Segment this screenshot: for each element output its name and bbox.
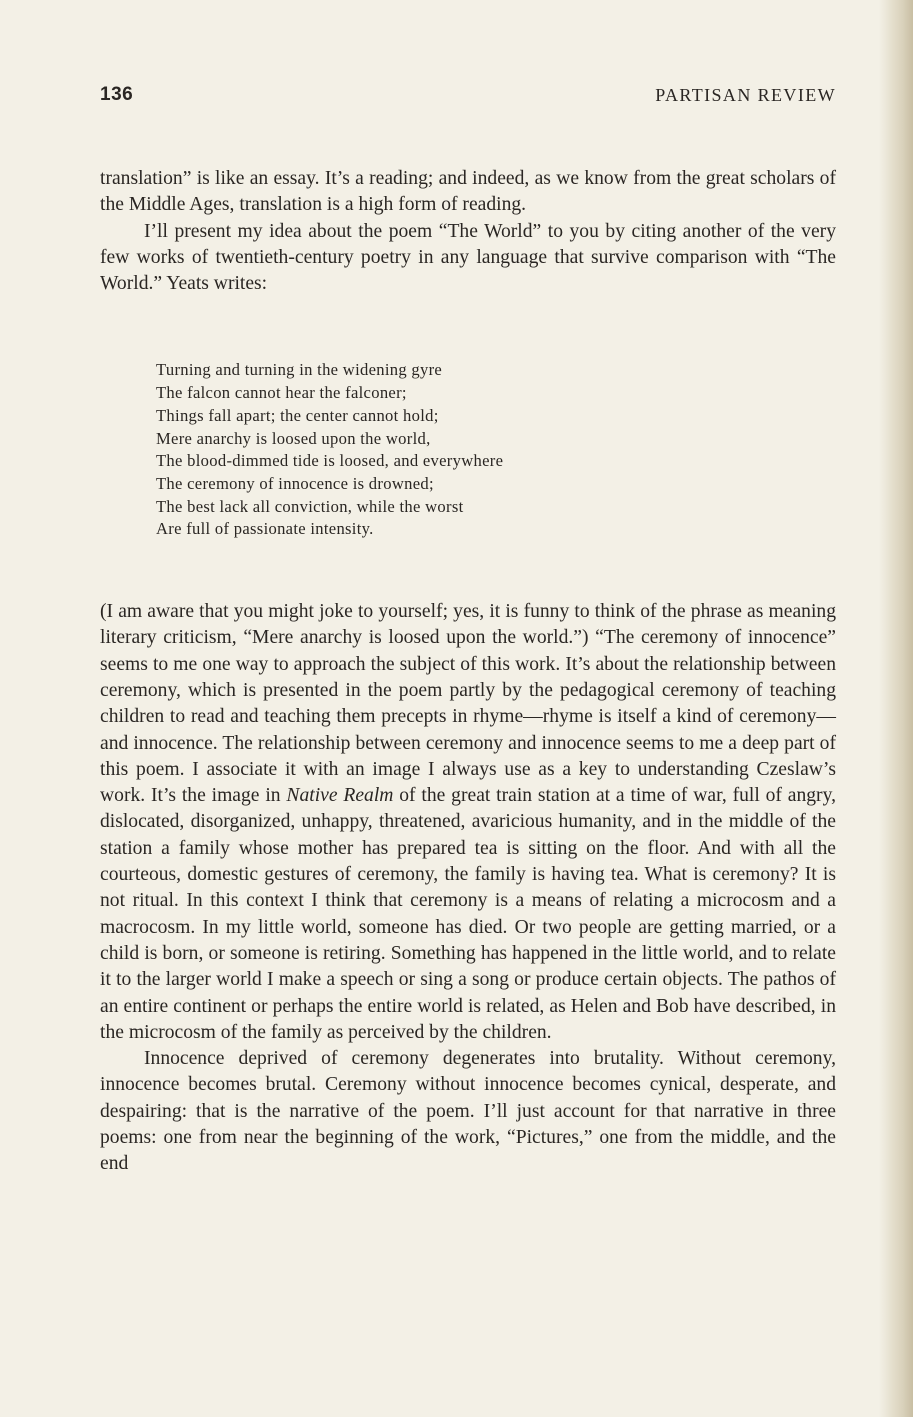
paragraph-innocence: Innocence deprived of ceremony degenerates into brutality. Without ceremony, innocence becomes brutal. Ceremony without innocence becomes cynical, desperate, and despairing: that is the narrative of the poem. I’ll just account for that narrative in three poems: one from near the beginning of the work, “Pictures,” one from the middle, and the end [100,1048,836,1175]
paragraph-ceremony [100,599,836,1046]
poem-line: The blood-dimmed tide is loosed, and everywhere [156,451,504,471]
running-head: PARTISAN REVIEW [655,85,836,105]
poem-line: Things fall apart; the center cannot hold; [156,405,439,425]
poem-line: The ceremony of innocence is drowned; [156,474,434,493]
book-title-native-realm: Native Realm [286,785,394,807]
page-header [100,84,836,112]
body-text [100,166,836,1178]
paragraph-ceremony-text-a: (I am aware that you might joke to yourself; yes, it is funny to think of the phrase as meaning literary criticism, “Mere anarchy is loosed upon the world.”) “The ceremony of innocence” seems to me one way to approach the subject of this work. It’s about the relationship between ceremony, which is presented in the poem partly by the pedagogical ceremony of teaching children to read and teaching them precepts in rhyme—rhyme is itself a kind of ceremony—and innocence. The relationship between ceremony and innocence seems to me a deep part of this poem. I associate it with an image I always use as a key to understanding Czeslaw’s work. It’s the image in [100,601,836,807]
paragraph-ceremony-text-b: of the great train station at a time of war, full of angry, dislocated, disorganized, unhappy, threatened, avaricious humanity, and in the middle of the station a family whose mother has prepared tea is sitting on the floor. And with all the courteous, domestic gestures of ceremony, the family is having tea. What is ceremony? It is not ritual. In this context I think that ceremony is a means of relating a microcosm and a macrocosm. In my little world, someone has died. Or two people are getting married, or a child is born, or someone is retiring. Something has happened in the little world, and to relate it to the larger world I make a speech or sing a song or produce certain objects. The pathos of an entire continent or perhaps the entire world is related, as Helen and Bob have described, in the microcosm of the family as perceived by the children. [100,785,836,1043]
poem-line: Mere anarchy is loosed upon the world, [156,428,431,448]
paragraph-intro-yeats: I’ll present my idea about the poem “The World” to you by citing another of the very few works of twentieth-century poetry in any language that survive comparison with “The World.” Yeats writes: [100,220,836,295]
poem-line: Are full of passionate intensity. [156,519,374,539]
page-number: 136 [100,84,134,105]
poem-quotation [156,359,836,541]
poem-line: Turning and turning in the widening gyre [156,360,443,380]
poem-line: The best lack all conviction, while the worst [156,496,464,516]
poem-line: The falcon cannot hear the falconer; [156,383,407,403]
page-edge-shadow [879,0,913,1417]
paragraph-continuation: translation” is like an essay. It’s a reading; and indeed, as we know from the great scholars of the Middle Ages, translation is a high form of reading. [100,168,836,216]
